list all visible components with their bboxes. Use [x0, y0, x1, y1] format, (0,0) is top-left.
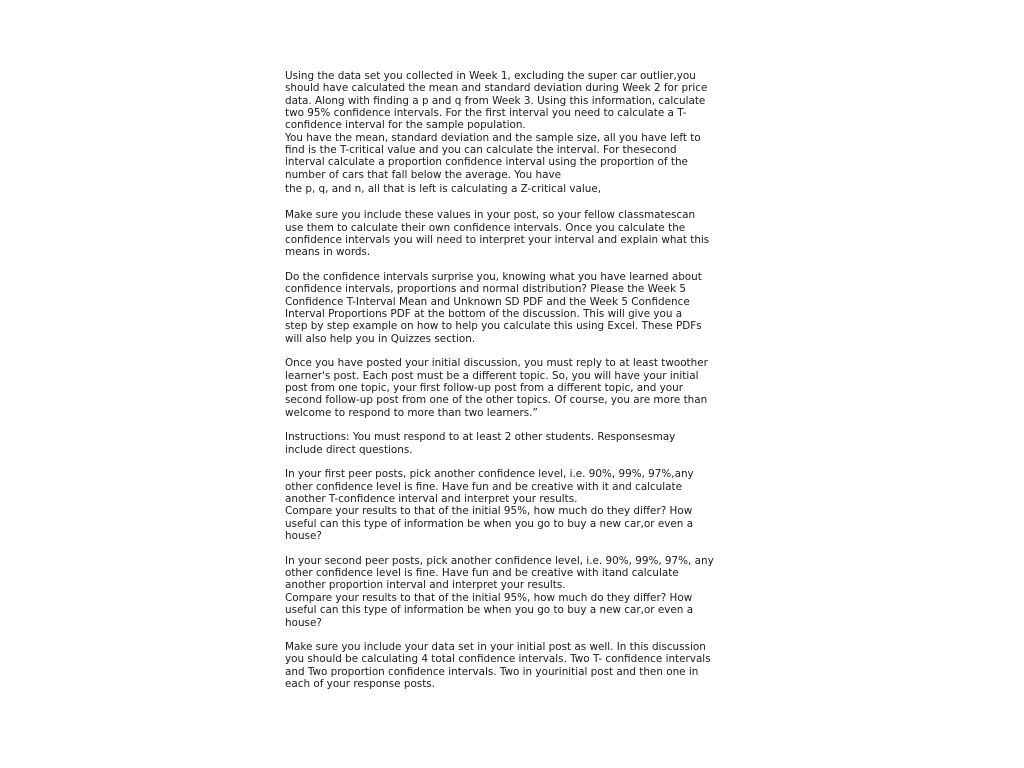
- text-line: Instructions: You must respond to at least 2 other students. Responsesmay: [285, 431, 676, 444]
- text-line: Do the confidence intervals surprise you, knowing what you have learned about: [285, 271, 702, 284]
- text-line: learner's post. Each post must be a different topic. So, you will have your initial: [285, 369, 699, 382]
- paragraph-data-set-summary: [285, 641, 735, 690]
- text-line: two 95% confidence intervals. For the first interval you need to calculate a T-: [285, 107, 687, 120]
- paragraph-instructions: [285, 431, 735, 456]
- paragraph-surprise-question: [285, 271, 735, 345]
- text-line: post from one topic, your first follow-up post from a different topic, and your: [285, 382, 684, 395]
- text-line: You have the mean, standard deviation and the sample size, all you have left to: [285, 131, 701, 144]
- text-line: Interval Proportions PDF at the bottom of the discussion. This will give you a: [285, 308, 683, 321]
- paragraph-second-peer-post: [285, 555, 735, 629]
- text-line: confidence intervals, proportions and normal distribution? Please the Week 5: [285, 283, 687, 296]
- text-line: Compare your results to that of the initial 95%, how much do they differ? How: [285, 505, 693, 518]
- text-line: interval calculate a proportion confidence interval using the proportion of the: [285, 156, 688, 169]
- text-line: welcome to respond to more than two learners.”: [285, 406, 538, 419]
- text-line: second follow-up post from one of the other topics. Of course, you are more than: [285, 394, 708, 407]
- text-line: Confidence T-Interval Mean and Unknown SD PDF and the Week 5 Confidence: [285, 295, 690, 308]
- text-line: house?: [285, 616, 322, 629]
- text-line: Compare your results to that of the initial 95%, how much do they differ? How: [285, 591, 693, 604]
- text-line: each of your response posts.: [285, 678, 435, 691]
- text-line: useful can this type of information be when you go to buy a new car,or even a: [285, 517, 694, 530]
- text-line: other confidence level is fine. Have fun and be creative with it and calculate: [285, 480, 682, 493]
- paragraph-first-peer-post: [285, 468, 735, 542]
- text-line: data. Along with finding a p and q from Week 3. Using this information, calculate: [285, 94, 706, 107]
- text-line: number of cars that fall below the average. You have: [285, 168, 561, 181]
- text-line: In your second peer posts, pick another confidence level, i.e. 90%, 99%, 97%, any: [285, 554, 714, 567]
- text-line: In your first peer posts, pick another confidence level, i.e. 90%, 99%, 97%,any: [285, 468, 694, 481]
- text-line: use them to calculate their own confidence intervals. Once you calculate the: [285, 221, 686, 234]
- text-line: other confidence level is fine. Have fun and be creative with itand calculate: [285, 567, 679, 580]
- text-line: another proportion interval and interpret your results.: [285, 579, 566, 592]
- text-line: Once you have posted your initial discussion, you must reply to at least twoother: [285, 357, 708, 370]
- text-line: you should be calculating 4 total confidence intervals. Two T- confidence intervals: [285, 653, 711, 666]
- text-line: useful can this type of information be when you go to buy a new car,or even a: [285, 604, 694, 617]
- text-line: the p, q, and n, all that is left is calculating a Z-critical value,: [285, 183, 602, 196]
- text-line: should have calculated the mean and standard deviation during Week 2 for price: [285, 82, 708, 95]
- text-line: Make sure you include your data set in your initial post as well. In this discussion: [285, 641, 706, 654]
- text-line: include direct questions.: [285, 443, 413, 456]
- text-line: and Two proportion confidence intervals. Two in yourinitial post and then one in: [285, 665, 699, 678]
- paragraph-assignment-intro: [285, 70, 735, 197]
- paragraph-include-values: [285, 209, 735, 258]
- text-line: house?: [285, 530, 322, 543]
- text-line: step by step example on how to help you calculate this using Excel. These PDFs: [285, 320, 702, 333]
- text-line: another T-confidence interval and interpret your results.: [285, 493, 578, 506]
- text-line: confidence interval for the sample population.: [285, 119, 526, 132]
- paragraph-reply-requirements: [285, 357, 735, 419]
- text-line: means in words.: [285, 246, 371, 259]
- document-page: [285, 70, 735, 703]
- text-line: Make sure you include these values in your post, so your fellow classmatescan: [285, 209, 696, 222]
- text-line: confidence intervals you will need to interpret your interval and explain what this: [285, 234, 710, 247]
- text-line: will also help you in Quizzes section.: [285, 332, 476, 345]
- text-line: find is the T-critical value and you can calculate the interval. For thesecond: [285, 144, 677, 157]
- text-line: Using the data set you collected in Week 1, excluding the super car outlier,you: [285, 70, 696, 82]
